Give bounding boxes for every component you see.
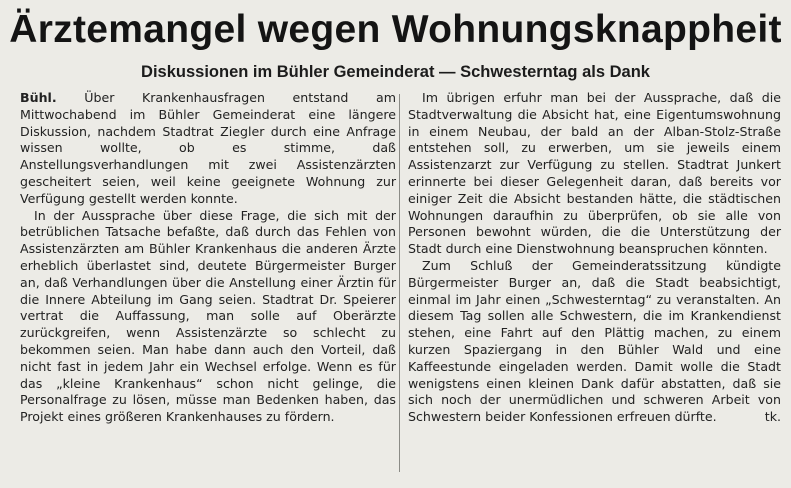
author-signature: tk. <box>764 409 781 425</box>
paragraph-text: Zum Schluß der Gemeinderatssitzung kündigte Bürgermeister Burger an, daß die Stadt beabsichtigt, einmal im Jahr einen „Schwesterntag“ zu veranstalten. An diesem Tag sollen alle Schwestern, die im Krankendienst stehen, eine Fahrt auf den Plättig machen, zu einem kurzen Spaziergang in den Bühler Wald und eine Kaffeestunde eingeladen werden. Damit wolle die Stadt wenigstens einen kleinen Dank dafür abstatten, daß sie sich noch der unermüdlichen und schweren Arbeit von Schwestern beider Konfessionen erfreuen dürfte. <box>408 257 781 425</box>
paragraph: Im übrigen erfuhr man bei der Aussprache, daß die Stadtverwaltung die Absicht hat, eine Eigentumswohnung in einem Neubau, der bald an der Alban-Stolz-Straße entstehen soll, zu erwerben, um sie jeweils einem Assistenzarzt zur Verfügung zu stellen. Stadtrat Junkert erinnerte bei dieser Gelegenheit daran, daß bereits vor einiger Zeit die Absicht bestanden hätte, die städtischen Wohnungen daraufhin zu überprüfen, ob sie alle von Personen bewohnt würden, die die Unterstützung der Stadt durch eine Dienstwohnung beanspruchen könnten. <box>408 90 781 257</box>
paragraph-text: Über Krankenhausfragen entstand am Mittwochabend im Bühler Gemeinderat eine längere Diskussion, nachdem Stadtrat Ziegler durch eine Anfrage wissen wollte, ob es stimme, daß Anstellungsverhandlungen mit zwei Assistenzärzten gescheitert seien, weil keine geeignete Wohnung zur Verfügung gestellt werden konnte. <box>20 90 396 206</box>
article-subheadline: Diskussionen im Bühler Gemeinderat — Schwesterntag als Dank <box>141 63 650 81</box>
paragraph-final <box>408 258 781 426</box>
paragraph: In der Aussprache über diese Frage, die sich mit der betrüblichen Tatsache befaßte, daß durch das Fehlen von Assistenzärzten am Bühler Krankenhaus die anderen Ärzte erheblich überlastet sind, deutete Bürgermeister Burger an, daß Verhandlungen über die Anstellung einer Ärztin für die Innere Abteilung im Gang seien. Stadtrat Dr. Speierer vertrat die Auffassung, man solle auf Oberärzte zurückgreifen, wenn Assistenzärzte so schlecht zu bekommen seien. Man habe dann auch den Vorteil, daß nicht fast in jedem Jahr ein Wechsel erfolge. Wenn es für das „kleine Krankenhaus“ schon nicht gelinge, die Personalfrage zu lösen, müsse man Bedenken haben, das Projekt eines größeren Krankenhauses zu fördern. <box>20 207 396 425</box>
column-divider <box>399 94 400 472</box>
article-column-right <box>408 90 781 482</box>
paragraph <box>20 90 396 208</box>
article-column-left <box>20 90 396 482</box>
dateline: Bühl. <box>20 90 57 105</box>
article-headline: Ärztemangel wegen Wohnungsknappheit <box>9 8 782 51</box>
